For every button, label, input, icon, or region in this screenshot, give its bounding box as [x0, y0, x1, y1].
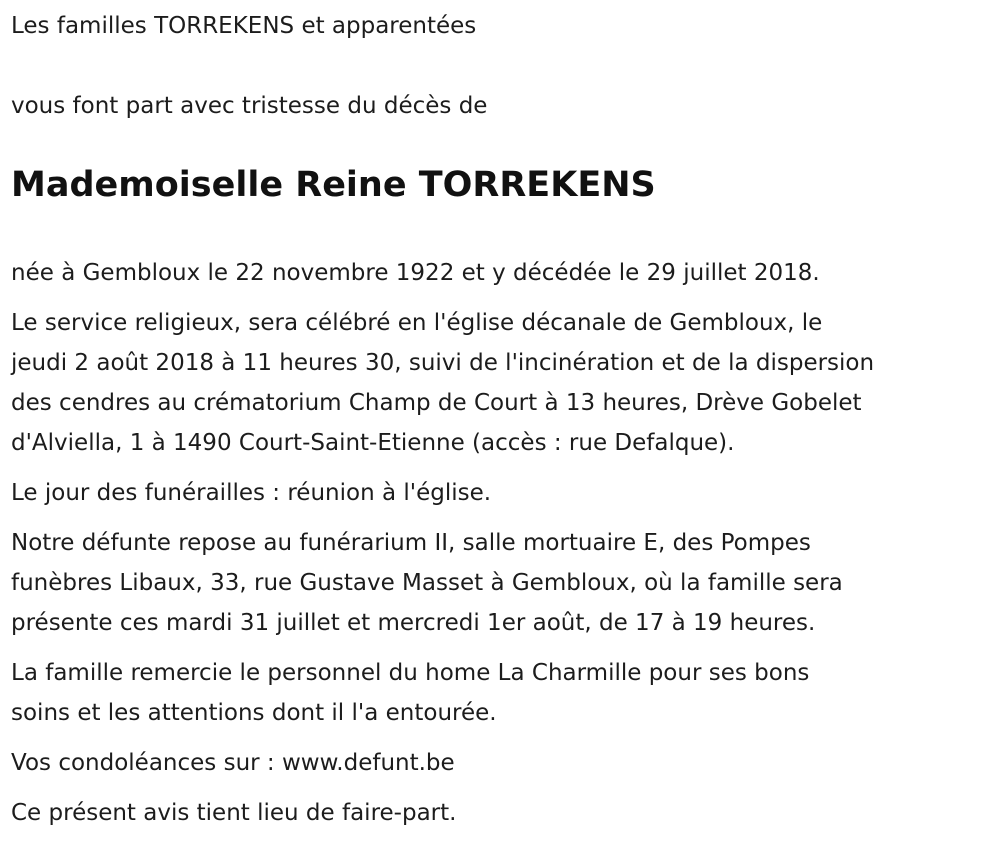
thanks-paragraph — [11, 653, 996, 733]
funerarium-paragraph — [11, 523, 996, 643]
text-line: d'Alviella, 1 à 1490 Court-Saint-Etienne (accès : rue Defalque). — [11, 430, 735, 456]
notice-body — [11, 253, 996, 843]
announce-line: vous font part avec tristesse du décès de — [11, 93, 488, 119]
text-line: La famille remercie le personnel du home La Charmille pour ses bons — [11, 660, 810, 686]
text-line: Ce présent avis tient lieu de faire-part. — [11, 800, 457, 826]
text-line: née à Gembloux le 22 novembre 1922 et y décédée le 29 juillet 2018. — [11, 260, 820, 286]
text-line: soins et les attentions dont il l'a entourée. — [11, 700, 497, 726]
families-line: Les familles TORREKENS et apparentées — [11, 13, 477, 39]
funeral-day-paragraph — [11, 473, 996, 513]
text-line: Notre défunte repose au funérarium II, salle mortuaire E, des Pompes — [11, 530, 811, 556]
birth-death-paragraph — [11, 253, 996, 293]
text-line: présente ces mardi 31 juillet et mercredi 1er août, de 17 à 19 heures. — [11, 610, 816, 636]
closing-paragraph — [11, 793, 996, 833]
condolences-paragraph — [11, 743, 996, 783]
text-line: Le jour des funérailles : réunion à l'église. — [11, 480, 492, 506]
text-line: des cendres au crématorium Champ de Court à 13 heures, Drève Gobelet — [11, 390, 862, 416]
text-line: Le service religieux, sera célébré en l'église décanale de Gembloux, le — [11, 310, 823, 336]
condolences-line: Vos condoléances sur : www.defunt.be — [11, 750, 455, 776]
service-paragraph — [11, 303, 996, 463]
deceased-name: Mademoiselle Reine TORREKENS — [11, 165, 656, 205]
text-line: jeudi 2 août 2018 à 11 heures 30, suivi de l'incinération et de la dispersion — [11, 350, 875, 376]
text-line: funèbres Libaux, 33, rue Gustave Masset à Gembloux, où la famille sera — [11, 570, 843, 596]
